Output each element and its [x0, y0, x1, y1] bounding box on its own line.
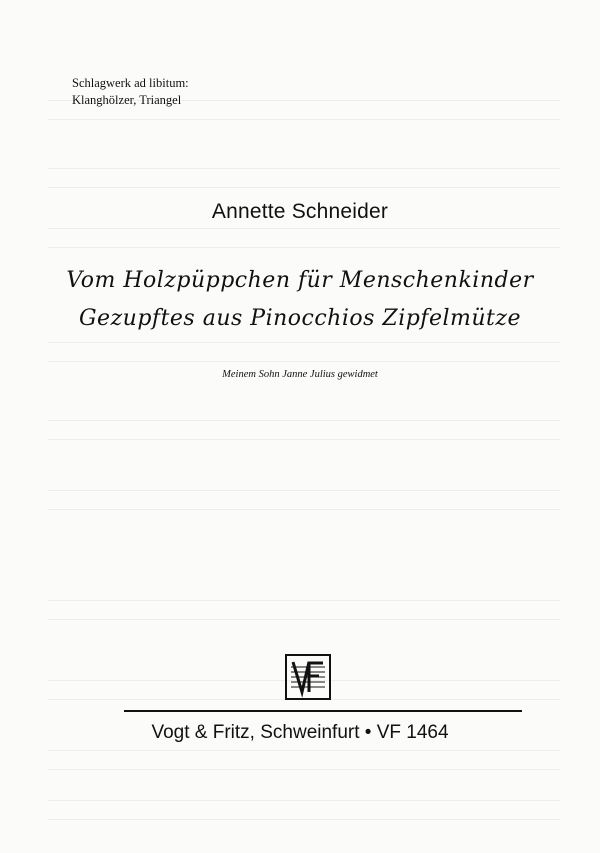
instrumentation-line1: Schlagwerk ad libitum:: [72, 76, 189, 90]
publisher-line: Vogt & Fritz, Schweinfurt • VF 1464: [151, 722, 449, 743]
title-line2: Gezupftes aus Pinocchios Zipfelmütze: [78, 306, 521, 331]
title-line1: Vom Holzpüppchen für Menschenkinder: [66, 268, 534, 293]
instrumentation-line2: Klanghölzer, Triangel: [72, 93, 182, 107]
vf-publisher-logo-icon: [285, 654, 331, 700]
publisher-rule: [124, 710, 522, 712]
dedication: Meinem Sohn Janne Julius gewidmet: [222, 369, 378, 380]
instrumentation-note: [72, 75, 189, 109]
composer-name: Annette Schneider: [211, 200, 389, 223]
